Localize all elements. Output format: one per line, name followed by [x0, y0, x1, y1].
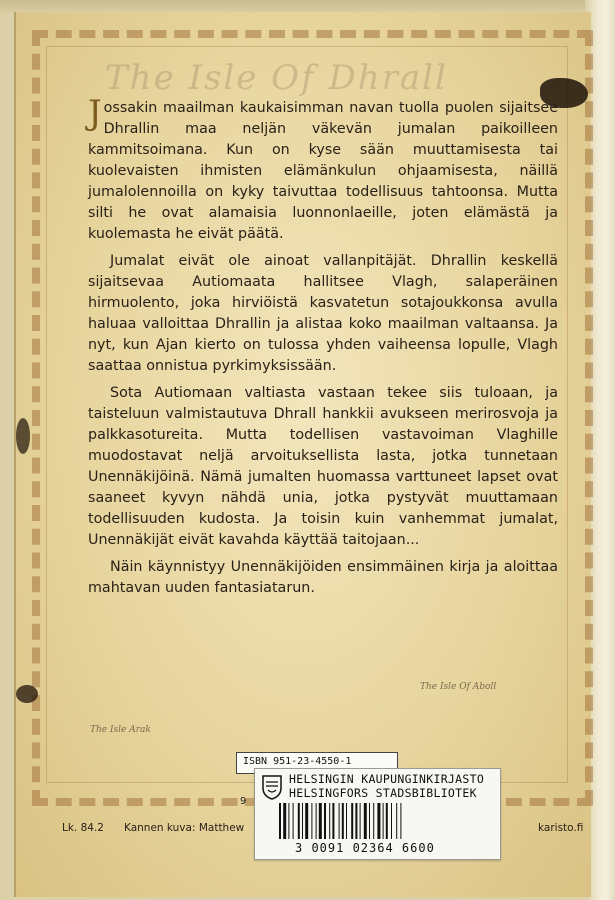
- blurb-text: [88, 93, 558, 605]
- barcode-bar: [400, 803, 401, 839]
- burn-mark-left-lower: [16, 685, 38, 703]
- barcode-bar: [373, 803, 374, 839]
- barcode-bar: [351, 803, 353, 839]
- barcode-bar: [396, 803, 397, 839]
- cover-credit: Kannen kuva: Matthew: [124, 822, 245, 834]
- burn-mark-left: [16, 418, 30, 454]
- barcode-bar: [329, 803, 330, 839]
- map-label-isle: The Isle Of Aboll: [420, 682, 497, 692]
- barcode-bar: [305, 803, 308, 839]
- library-name-finnish: HELSINGIN KAUPUNGINKIRJASTO: [289, 772, 485, 786]
- barcode-bar: [377, 803, 380, 839]
- paragraph-3: Sota Autiomaan valtiasta vastaan tekee siis tuloaan, ja taisteluun valmistautuva Dhrall hankkii avukseen merirosvoja ja palkkasotureita. Mutta todellisen vastavoiman Vlaghille muodostavat neljä arvoituksellista lasta, jotka tunnetaan Unennäkijöinä. Nämä jumalten huomassa varttuneet lapset ovat saaneet kyvyn nähdä unia, jotka pystyvät muuttamaan todellisuuden kudosta. Ja toisin kuin vanhemmat jumalat, Unennäkijät eivät kavahda käyttää taitojaan...: [88, 385, 558, 548]
- barcode-bar: [293, 803, 294, 839]
- paragraph-2: Jumalat eivät ole ainoat vallanpitäjät. Dhrallin keskellä sijaitsevaa Autiomaata hallitsee Vlagh, salaperäinen hirmuolento, joka hirviöistä kasvatetun sotajoukkonsa avulla haluaa valloittaa Dhrallin ja alistaa koko maailman valtaansa. Ja nyt, kun Ajan kierto on tulossa yhden vaiheensa lopulle, Vlagh saattaa onnistua pyrkimyksissään.: [88, 253, 558, 374]
- publisher-website: karisto.fi: [538, 822, 584, 834]
- barcode-bar: [332, 803, 334, 839]
- barcode-bar: [288, 803, 289, 839]
- barcode-bar: [339, 803, 340, 839]
- barcode-bar: [360, 803, 361, 839]
- isbn-barcode-digit: 9: [240, 796, 247, 807]
- barcode-bar: [383, 803, 384, 839]
- barcode-bar: [364, 803, 367, 839]
- barcode-bar: [391, 803, 392, 839]
- library-crest-icon: [261, 774, 283, 800]
- map-title: The Isle Of Dhrall: [105, 58, 448, 98]
- paragraph-1-text: ossakin maailman kaukaisimman navan tuolla puolen sijaitsee Dhrallin maa neljän väkevän jumalan paikoilleen kammitsoimana. Kun on kyse sään muuttamisesta tai kuolevaisten ihmisten elämänkulun ohjaamisesta, näillä jumalolennoilla on kyky taivuttaa todellisuus tahtoonsa. Mutta silti he ovat alamaisia luonnonlaeille, joten elämästä ja kuolemasta he eivät päätä.: [88, 100, 558, 242]
- barcode-bar: [355, 803, 357, 839]
- map-label-isle-2: The Isle Arak: [90, 725, 151, 735]
- isbn-number: ISBN 951-23-4550-1: [243, 756, 352, 767]
- barcode-bar: [324, 803, 326, 839]
- barcode-bar: [302, 803, 303, 839]
- paragraph-4: Näin käynnistyy Unennäkijöiden ensimmäinen kirja ja aloittaa mahtavan uuden fantasiatarun.: [88, 559, 558, 596]
- barcode-bar: [319, 803, 322, 839]
- barcode-bar: [316, 803, 317, 839]
- barcode-bar: [283, 803, 286, 839]
- drop-cap: J: [88, 93, 102, 133]
- library-barcode: [277, 803, 477, 839]
- library-name-swedish: HELSINGFORS STADSBIBLIOTEK: [289, 786, 477, 800]
- barcode-bar: [279, 803, 281, 839]
- barcode-bar: [386, 803, 388, 839]
- barcode-number: 3 0091 02364 6600: [295, 841, 435, 855]
- barcode-bar: [342, 803, 344, 839]
- library-label: [254, 768, 501, 860]
- barcode-bar: [298, 803, 300, 839]
- library-class-code: Lk. 84.2: [62, 822, 104, 834]
- barcode-bar: [369, 803, 370, 839]
- barcode-bar: [346, 803, 347, 839]
- barcode-bar: [311, 803, 312, 839]
- paragraph-1: [88, 93, 558, 245]
